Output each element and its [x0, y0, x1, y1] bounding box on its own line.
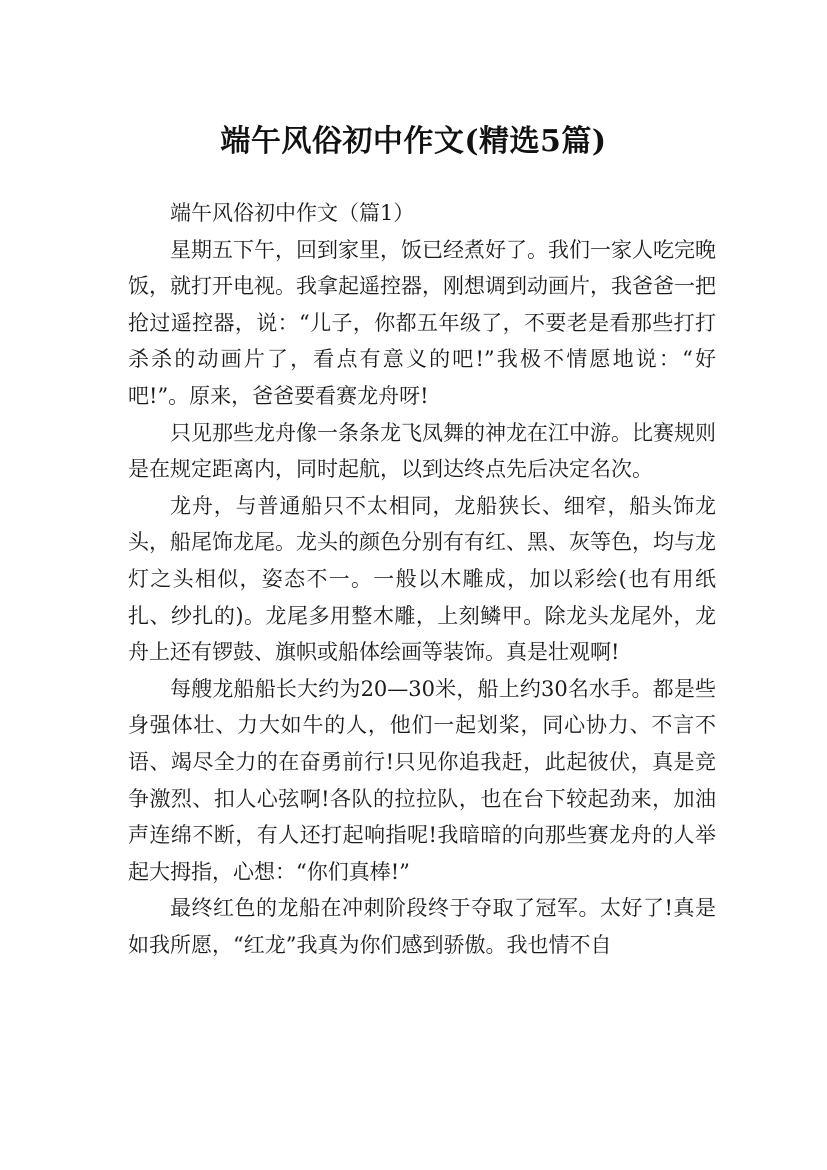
paragraph-1: 星期五下午，回到家里，饭已经煮好了。我们一家人吃完晚饭，就打开电视。我拿起遥控器，刚想调到动画片，我爸爸一把抢过遥控器，说：“儿子，你都五年级了，不要老是看那些打打杀杀的动画片了，看点有意义的吧!”我极不情愿地说：“好吧!”。原来，爸爸要看赛龙舟呀!: [128, 237, 716, 408]
paragraph-3: 龙舟，与普通船只不太相同，龙船狭长、细窄，船头饰龙头，船尾饰龙尾。龙头的颜色分别有有红、黑、灰等色，均与龙灯之头相似，姿态不一。一般以木雕成，加以彩绘(也有用纸扎、纱扎的)。龙尾多用整木雕，上刻鳞甲。除龙头龙尾外，龙舟上还有锣鼓、旗帜或船体绘画等装饰。真是壮观啊!: [128, 493, 716, 665]
document-title: 端午风俗初中作文(精选5篇): [220, 124, 607, 160]
paragraph-4: 每艘龙船船长大约为20—30米，船上约30名水手。都是些身强体壮、力大如牛的人，他们一起划桨，同心协力、不言不语、竭尽全力的在奋勇前行!只见你追我赶，此起彼伏，真是竞争激烈、扣人心弦啊!各队的拉拉队，也在台下较起劲来，加油声连绵不断，有人还打起响指呢!我暗暗的向那些赛龙舟的人举起大拇指，心想：“你们真棒!”: [128, 676, 716, 884]
document-body: [128, 195, 716, 963]
section-heading: 端午风俗初中作文（篇1）: [170, 201, 415, 225]
paragraph-5: 最终红色的龙船在冲刺阶段终于夺取了冠军。太好了!真是如我所愿，“红龙”我真为你们感到骄傲。我也情不自: [128, 896, 716, 957]
paragraph-2: 只见那些龙舟像一条条龙飞凤舞的神龙在江中游。比赛规则是在规定距离内，同时起航，以到达终点先后决定名次。: [128, 420, 716, 482]
